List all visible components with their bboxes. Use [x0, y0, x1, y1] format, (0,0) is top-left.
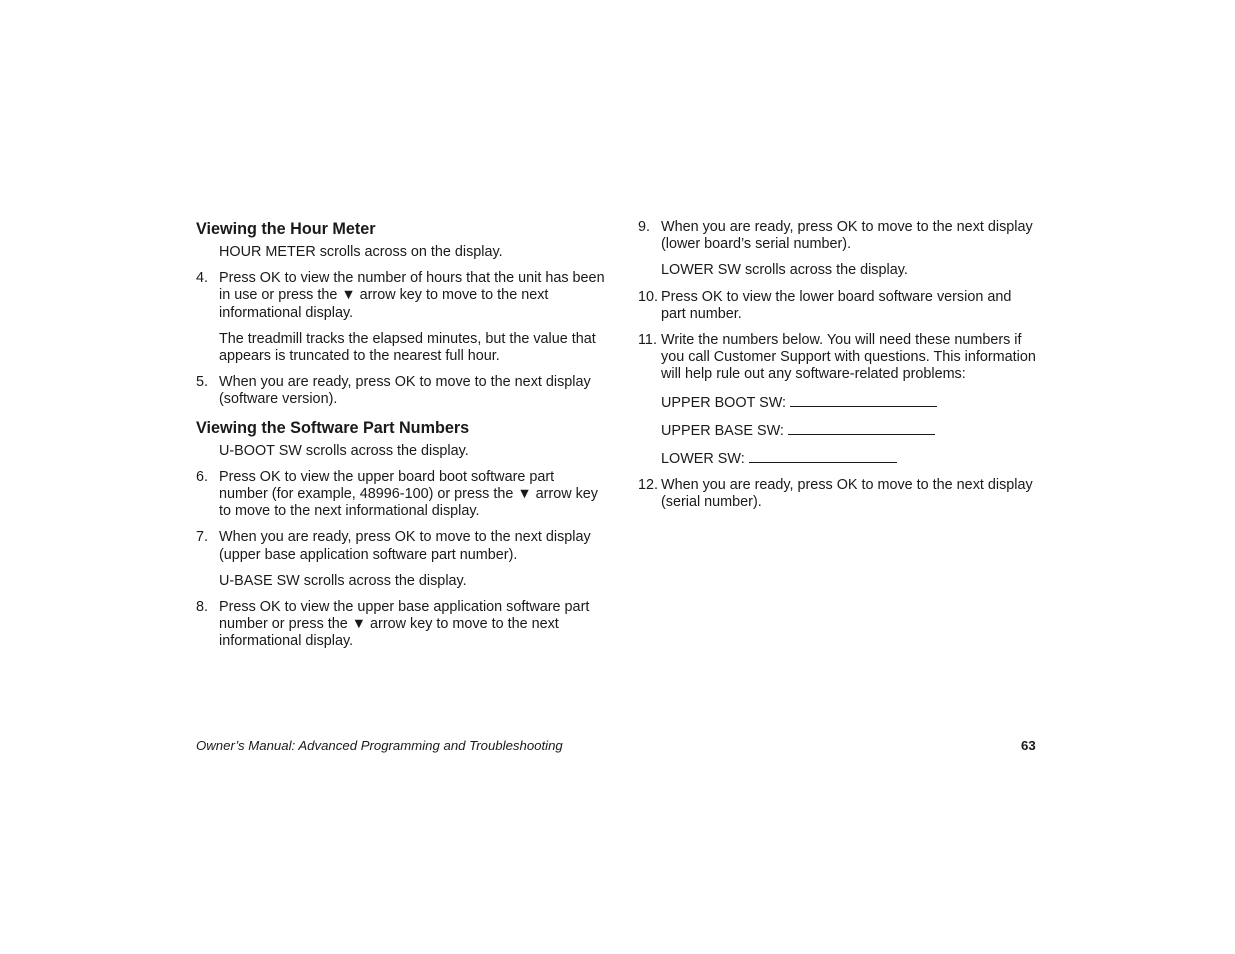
- list-item-text: When you are ready, press OK to move to the next display (software version).: [219, 374, 591, 408]
- list-item-text: When you are ready, press OK to move to the next display (lower board’s serial number).: [661, 219, 1033, 253]
- section-heading-hour-meter: Viewing the Hour Meter: [196, 220, 376, 238]
- list-item-text: Press OK to view the number of hours that the unit has been in use or press the ▼ arrow key to move to the next informational display.: [219, 270, 605, 321]
- list-item-9: [638, 219, 1038, 253]
- footer-page-number: 63: [1021, 738, 1036, 753]
- left-column: [196, 219, 606, 660]
- list-item-text: Press OK to view the lower board software version and part number.: [661, 288, 1012, 322]
- paragraph-uboot-scrolls: U-BOOT SW scrolls across the display.: [219, 442, 469, 459]
- paragraph-lower-sw-scrolls: LOWER SW scrolls across the display.: [661, 262, 908, 279]
- field-label: UPPER BOOT SW:: [661, 394, 787, 411]
- list-item-number: 9.: [638, 219, 651, 235]
- list-item-number: 5.: [196, 374, 209, 391]
- list-item-4: [196, 270, 606, 322]
- paragraph-treadmill-tracks: The treadmill tracks the elapsed minutes, but the value that appears is truncated to the nearest full hour.: [219, 330, 596, 365]
- field-label: UPPER BASE SW:: [661, 422, 784, 439]
- upper-base-sw-blank-line: [788, 421, 935, 435]
- list-item-number: 6.: [196, 468, 209, 485]
- list-item-text: When you are ready, press OK to move to the next display (upper base application software part number).: [219, 529, 591, 563]
- field-label: LOWER SW:: [661, 451, 745, 468]
- paragraph-hour-meter-scrolls: HOUR METER scrolls across on the display.: [219, 244, 503, 260]
- list-item-text: When you are ready, press OK to move to the next display (serial number).: [661, 477, 1033, 511]
- list-item-8: [196, 599, 606, 651]
- upper-boot-sw-field: [661, 393, 1038, 412]
- lower-sw-field: [661, 449, 1038, 468]
- list-item-number: 4.: [196, 270, 209, 287]
- list-item-12: [638, 477, 1038, 511]
- upper-boot-sw-blank-line: [790, 393, 937, 407]
- list-item-number: 12.: [638, 477, 659, 494]
- list-item-number: 7.: [196, 529, 209, 546]
- footer-manual-title: Owner’s Manual: Advanced Programming and Troubleshooting: [196, 738, 563, 753]
- list-item-text: Write the numbers below. You will need these numbers if you call Customer Support with questions. This information will help rule out any software-related problems:: [661, 332, 1036, 383]
- right-column: [638, 219, 1038, 521]
- section-heading-software-part-numbers: Viewing the Software Part Numbers: [196, 418, 470, 437]
- list-item-10: [638, 289, 1038, 323]
- list-item-number: 11.: [638, 332, 657, 349]
- list-item-text: Press OK to view the upper board boot software part number (for example, 48996-100) or press the ▼ arrow key to move to the next informational display.: [219, 468, 598, 520]
- list-item-number: 10.: [638, 288, 659, 305]
- paragraph-ubase-scrolls: U-BASE SW scrolls across the display.: [219, 572, 467, 589]
- upper-base-sw-field: [661, 421, 1038, 440]
- list-item-5: [196, 374, 606, 408]
- lower-sw-blank-line: [749, 449, 897, 463]
- list-item-6: [196, 469, 606, 521]
- list-item-number: 8.: [196, 599, 209, 616]
- list-item-text: Press OK to view the upper base application software part number or press the ▼ arrow key to move to the next informational display.: [219, 599, 590, 650]
- list-item-11: [638, 332, 1038, 384]
- list-item-7: [196, 529, 606, 563]
